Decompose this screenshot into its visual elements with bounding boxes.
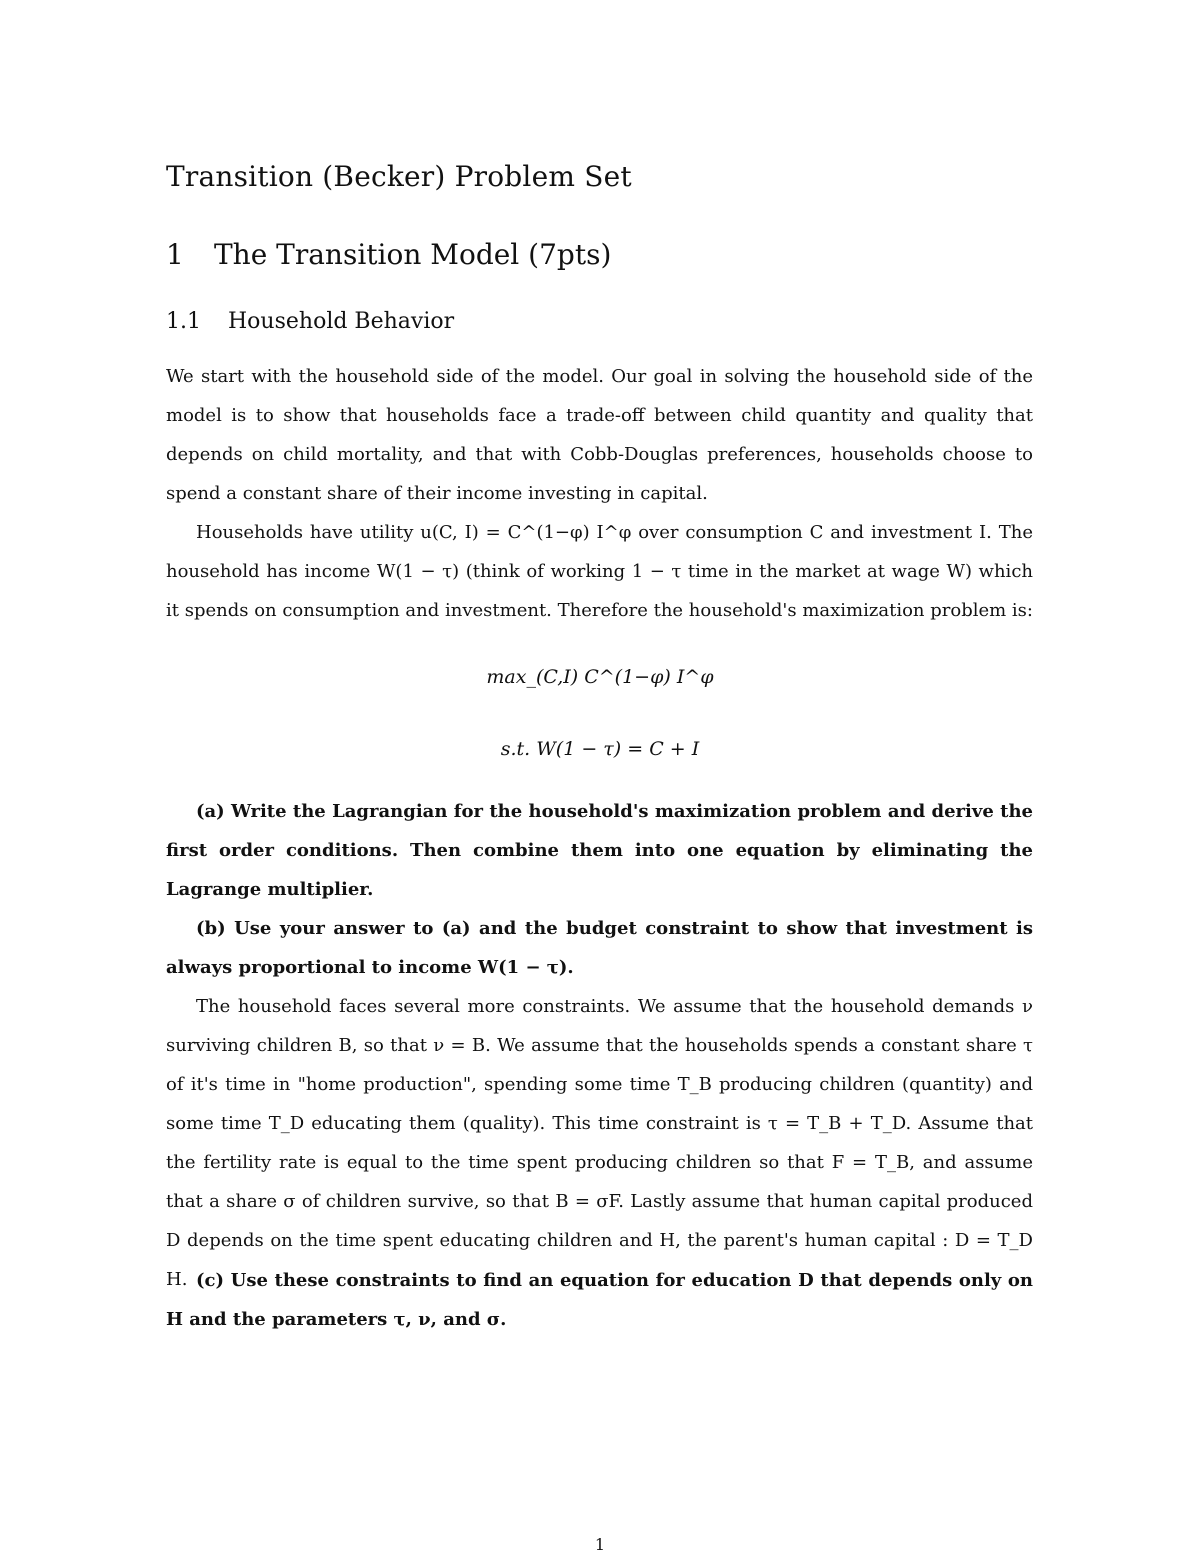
question-b: (b) Use your answer to (a) and the budget constraint to show that investment is always proportional to income W(1 − τ). (166, 918, 1033, 978)
subsection-number: 1.1 (166, 309, 201, 334)
document-title: Transition (Becker) Problem Set (166, 160, 632, 193)
objective-equation: max_(C,I) C^(1−φ) I^φ (486, 666, 714, 688)
subsection-heading (166, 309, 454, 334)
section-heading (166, 238, 611, 271)
intro-paragraph: We start with the household side of the model. Our goal in solving the household side of the model is to show that households face a trade-off between child quantity and quality that depends on child mortality, and that with Cobb-Douglas preferences, households choose to spend a constant share of their income investing in capital. (166, 366, 1033, 504)
subsection-title: Household Behavior (228, 309, 455, 334)
constraint-equation: s.t. W(1 − τ) = C + I (500, 738, 700, 760)
question-c: (c) Use these constraints to find an equation for education D that depends only on H and the parameters τ, ν, and σ. (166, 1270, 1033, 1330)
page-number: 1 (594, 1535, 606, 1554)
question-a: (a) Write the Lagrangian for the household's maximization problem and derive the first order conditions. Then combine them into one equation by eliminating the Lagrange multiplier. (166, 801, 1033, 900)
constraints-paragraph: The household faces several more constraints. We assume that the household demands ν surviving children B, so that ν = B. We assume that the households spends a constant share τ of it's time in "home production", spending some time T_B producing children (quantity) and some time T_D educating them (quality). This time constraint is τ = T_B + T_D. Assume that the fertility rate is equal to the time spent producing children so that F = T_B, and assume that a share σ of children survive, so that B = σF. Lastly assume that human capital produced D depends on the time spent educating children and H, the parent's human capital : D = T_D H. (166, 996, 1033, 1290)
section-number: 1 (166, 238, 184, 271)
utility-paragraph: Households have utility u(C, I) = C^(1−φ) I^φ over consumption C and investment I. The household has income W(1 − τ) (think of working 1 − τ time in the market at wage W) which it spends on consumption and investment. Therefore the household's maximization problem is: (166, 522, 1033, 621)
section-title: The Transition Model (7pts) (214, 238, 612, 271)
